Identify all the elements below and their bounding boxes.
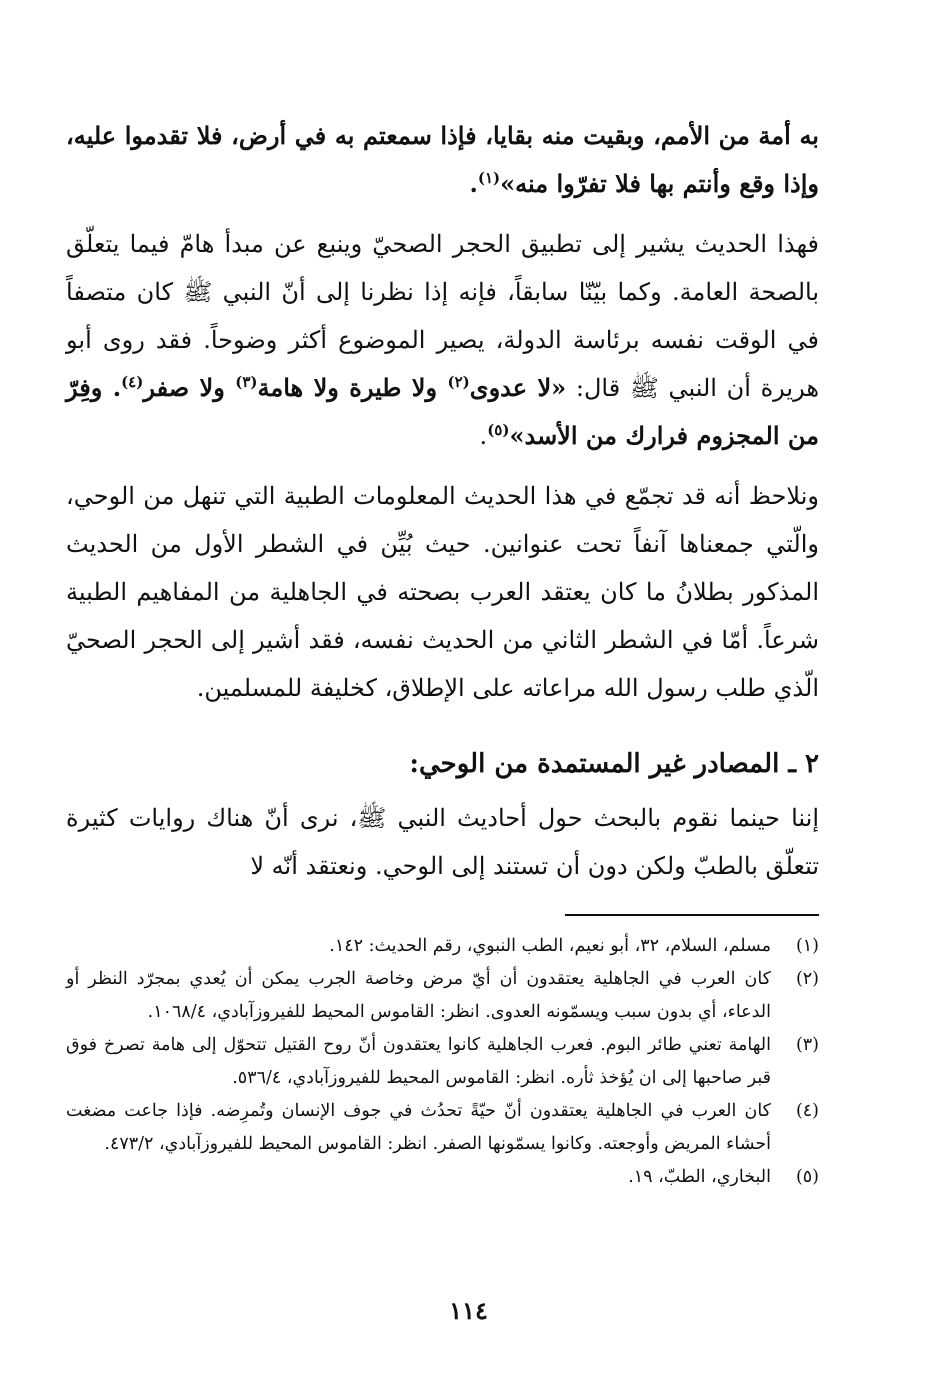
sentence-end: . — [469, 169, 478, 198]
footnote-ref-2[interactable]: (٢) — [447, 373, 470, 391]
footnote-number: (٥) — [795, 1167, 819, 1187]
paragraph-hadith-end — [66, 112, 819, 208]
footnote-ref-3[interactable]: (٣) — [235, 373, 258, 391]
footnote-ref-4[interactable]: (٤) — [121, 373, 144, 391]
footnote-4 — [66, 1095, 819, 1161]
hadith-quote: «لا عدوى$^{(٢)}$ ولا طيرة ولا هامة$^{(٣)}$ ولا صفر$^{(٤)}$. وفِرّ من المجزوم فرارك من الأسد»$^{(٥)}$ — [66, 373, 819, 450]
footnote-ref-5[interactable]: (٥) — [487, 421, 510, 439]
footnote-text: مسلم، السلام، ٣٢، أبو نعيم، الطب النبوي، رقم الحديث: ١٤٢. — [329, 936, 771, 956]
footnote-number: (٢) — [795, 969, 819, 989]
footnote-number: (٤) — [795, 1101, 819, 1121]
footnote-text: كان العرب في الجاهلية يعتقدون أنّ حيّةً تحدُث في جوف الإنسان وتُمرِضه. فإذا جاعت مضغت أحشاء المريض وأوجعته. وكانوا يسمّونها الصفر. انظر: القاموس المحيط للفيروزآبادي، ٤٧٣/٢. — [66, 1101, 771, 1154]
page-number: ١١٤ — [449, 1296, 488, 1325]
footnote-1 — [66, 930, 819, 963]
footnote-divider — [565, 914, 819, 916]
sentence-end: . — [479, 422, 488, 450]
paragraph-non-revelation-sources: إننا حينما نقوم بالبحث حول أحاديث النبي ﷺ، نرى أنّ هناك روايات كثيرة تتعلّق بالطبّ ولكن دون أن تستند إلى الوحي. ونعتقد أنّه لا — [66, 804, 819, 880]
footnote-ref-1[interactable]: (١) — [477, 169, 501, 187]
section-heading: ٢ ـ المصادر غير المستمدة من الوحي: — [409, 749, 819, 779]
footnote-3 — [66, 1029, 819, 1095]
footnote-text: كان العرب في الجاهلية يعتقدون أن أيّ مرض وخاصة الجرب يمكن أن يُعدي بمجرّد النظر أو الدعاء، أي بدون سبب ويسمّونه العدوى. انظر: القاموس المحيط للفيروزآبادي، ١٠٦٨/٤. — [66, 969, 771, 1022]
footnote-number: (١) — [795, 936, 819, 956]
paragraph-text: به أمة من الأمم، وبقيت منه بقايا، فإذا سمعتم به في أرض، فلا تقدموا عليه، وإذا وقع وأنتم بها فلا تفرّوا منه» — [66, 121, 819, 198]
footnote-5 — [66, 1161, 819, 1194]
footnotes — [66, 930, 819, 1194]
paragraph-observation: ونلاحظ أنه قد تجمّع في هذا الحديث المعلومات الطبية التي تنهل من الوحي، والّتي جمعناها آنفاً تحت عنوانين. حيث بُيِّن في الشطر الأول من الحديث المذكور بطلانُ ما كان يعتقد العرب بصحته في الجاهلية من المفاهيم الطبية شرعاً. أمّا في الشطر الثاني من الحديث نفسه، فقد أشير إلى الحجر الصحيّ الّذي طلب رسول الله مراعاته على الإطلاق، كخليفة للمسلمين. — [66, 482, 819, 702]
footnote-text: الهامة تعني طائر البوم. فعرب الجاهلية كانوا يعتقدون أنّ روح القتيل تتحوّل إلى هامة تصرخ فوق قبر صاحبها إلى ان يُؤخذ ثأره. انظر: القاموس المحيط للفيروزآبادي، ٥٣٦/٤. — [66, 1035, 771, 1088]
paragraph-quarantine — [66, 220, 819, 460]
footnote-2 — [66, 963, 819, 1029]
footnote-text: البخاري، الطبّ، ١٩. — [628, 1167, 771, 1187]
paragraph-text: فهذا الحديث يشير إلى تطبيق الحجر الصحيّ وينبع عن مبدأ هامّ فيما يتعلّق بالصحة العامة. وكما بيّنّا سابقاً، فإنه إذا نظرنا إلى أنّ النبي ﷺ كان متصفاً في الوقت نفسه برئاسة الدولة، يصير الموضوع أكثر وضوحاً. فقد روى أبو هريرة أن النبي ﷺ قال: — [66, 230, 820, 402]
footnote-number: (٣) — [795, 1035, 819, 1055]
